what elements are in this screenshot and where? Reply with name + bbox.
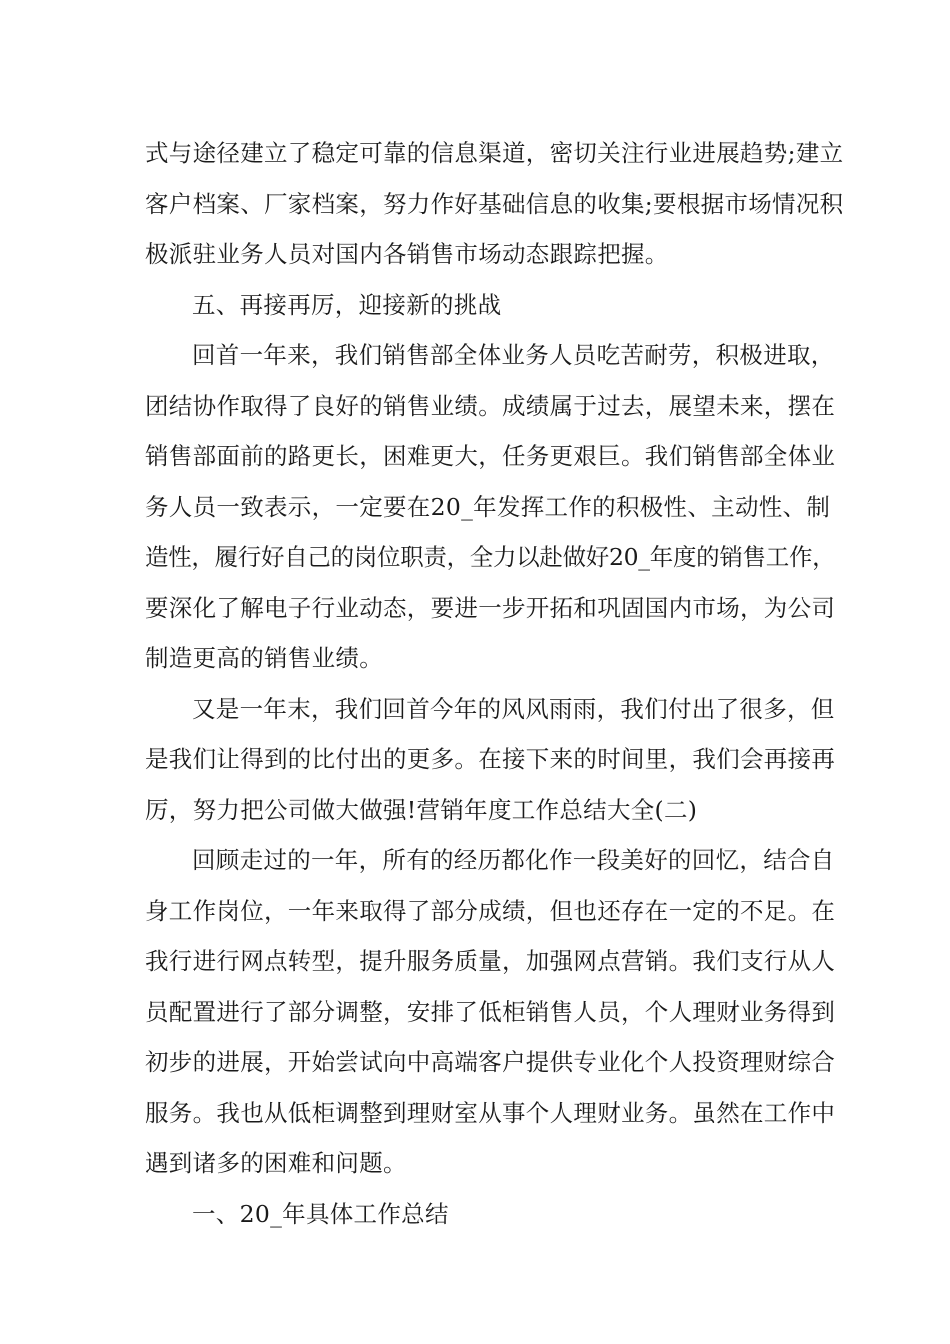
- text-line: 身工作岗位，一年来取得了部分成绩，但也还存在一定的不足。在: [145, 896, 836, 925]
- document-body: [145, 128, 844, 1239]
- text-line: 厉，努力把公司做大做强!营销年度工作总结大全(二): [145, 795, 698, 824]
- text-line: 造性，履行好自己的岗位职责，全力以赴做好20_年度的销售工作，: [145, 543, 836, 571]
- text-line: 制造更高的销售业绩。: [145, 644, 383, 672]
- text-line: 要深化了解电子行业动态，要进一步开拓和巩固国内市场，为公司: [145, 593, 836, 622]
- text-line: 客户档案、厂家档案，努力作好基础信息的收集;要根据市场情况积: [145, 189, 844, 218]
- text-line: 极派驻业务人员对国内各销售市场动态跟踪把握。: [145, 240, 669, 268]
- section-heading: 五、再接再厉，迎接新的挑战: [192, 290, 502, 319]
- text-line: 初步的进展，开始尝试向中高端客户提供专业化个人投资理财综合: [145, 1048, 836, 1076]
- text-line: 团结协作取得了良好的销售业绩。成绩属于过去，展望未来，摆在: [145, 391, 836, 420]
- text-line: 是我们让得到的比付出的更多。在接下来的时间里，我们会再接再: [145, 745, 836, 773]
- text-line: 式与途径建立了稳定可靠的信息渠道，密切关注行业进展趋势;建立: [145, 139, 844, 167]
- text-line: 回首一年来，我们销售部全体业务人员吃苦耐劳，积极进取，: [192, 341, 835, 369]
- text-line: 员配置进行了部分调整，安排了低柜销售人员，个人理财业务得到: [145, 997, 836, 1026]
- text-line: 销售部面前的路更长，困难更大，任务更艰巨。我们销售部全体业: [145, 442, 836, 470]
- text-line: 遇到诸多的困难和问题。: [145, 1149, 407, 1177]
- text-line: 回顾走过的一年，所有的经历都化作一段美好的回忆，结合自: [192, 846, 835, 874]
- section-heading: 一、20_年具体工作总结: [192, 1199, 449, 1228]
- text-line: 又是一年末，我们回首今年的风风雨雨，我们付出了很多，但: [192, 694, 835, 723]
- text-line: 我行进行网点转型，提升服务质量，加强网点营销。我们支行从人: [145, 947, 836, 975]
- text-line: 服务。我也从低柜调整到理财室从事个人理财业务。虽然在工作中: [145, 1098, 836, 1127]
- text-line: 务人员一致表示，一定要在20_年发挥工作的积极性、主动性、制: [145, 492, 831, 521]
